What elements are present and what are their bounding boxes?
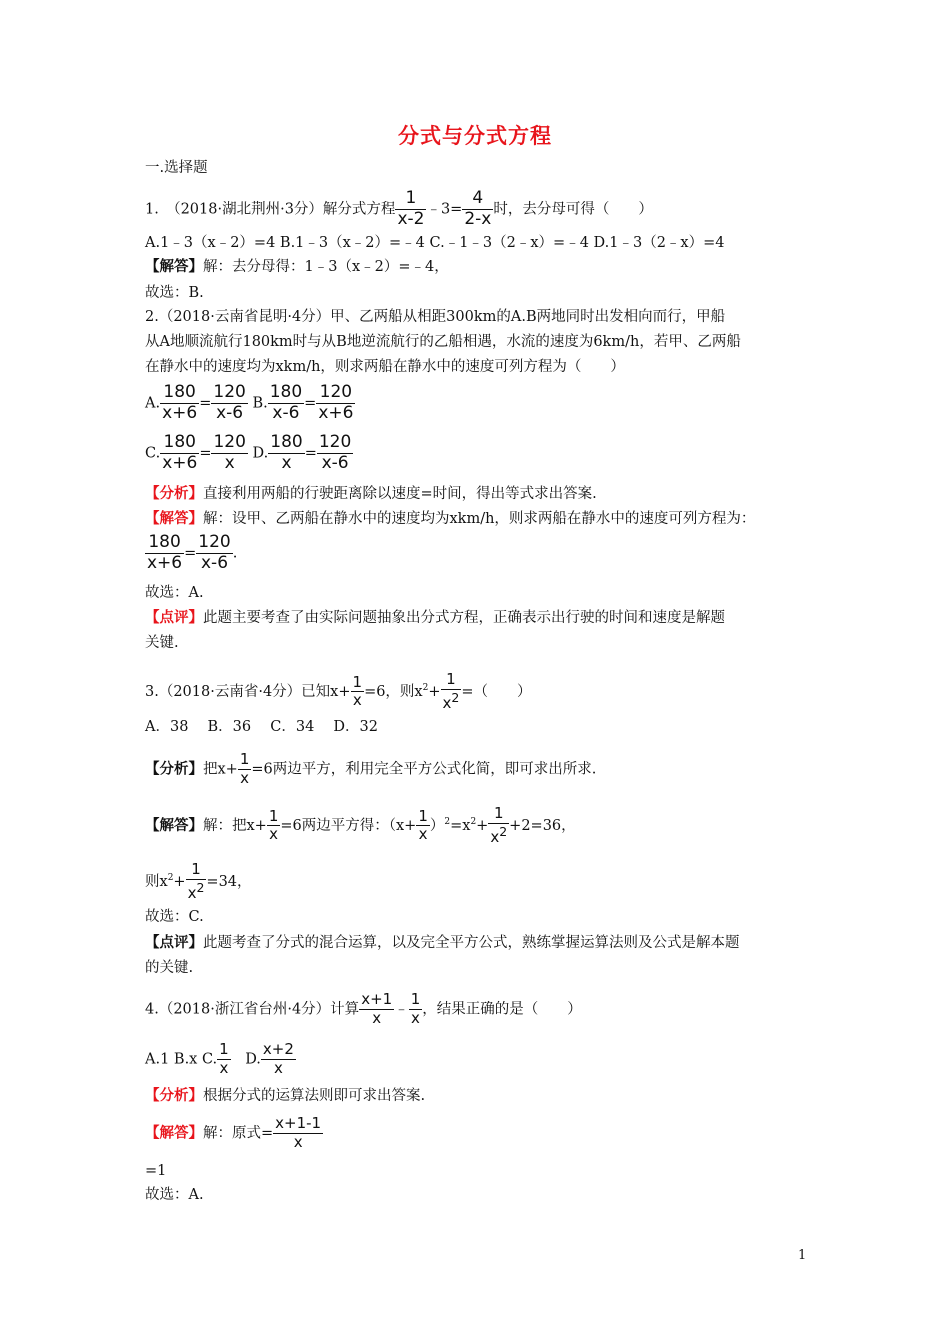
q2-ans-frac-1: $\frac{180}{x+6}$: [147, 532, 183, 573]
answer-tag: 【解答】: [145, 1124, 203, 1142]
q4-suffix: ，结果正确的是（ ）: [422, 1001, 582, 1018]
answer-tag: 【解答】: [145, 510, 203, 527]
q4-result: =1: [145, 1163, 167, 1179]
q4-frac-2: $\frac{1}{x}$: [410, 990, 421, 1027]
q2-b-frac-2: $\frac{120}{x+6}$: [318, 382, 354, 423]
q2-review-line-2: 关键.: [145, 635, 179, 651]
q2-option-c-label: C.: [145, 445, 161, 462]
q3-square: 2: [422, 682, 429, 693]
q3-frac-1: $\frac{1}{x}$: [352, 672, 363, 710]
q3-analysis-frac: $\frac{1}{x}$: [239, 750, 250, 787]
q3-review-line-2: 的关键.: [145, 960, 194, 976]
q2-line-3: 在静水中的速度均为xkm/h，则求两船在静水中的速度可列方程为（ ）: [145, 359, 625, 375]
q4-answer-pre: 解：原式=: [203, 1125, 274, 1142]
q2-line-2: 从A地顺流航行180km时与从B地逆流航行的乙船相遇，水流的速度为6km/h，若甲、乙两船: [145, 334, 741, 350]
q2-option-a-label: A.: [145, 395, 161, 412]
q3-square-3: 2: [470, 816, 477, 827]
q1-suffix: 时，去分母可得（ ）: [493, 201, 653, 218]
section-heading: 一.选择题: [145, 160, 208, 176]
q3-answer-post: +2=36，: [509, 817, 576, 834]
q2-review: [145, 607, 725, 629]
question-3: [145, 672, 532, 712]
q2-analysis-text: 直接利用两船的行驶距离除以速度=时间，得出等式求出答案.: [203, 486, 597, 502]
analysis-tag: 【分析】: [145, 485, 203, 502]
q3-answer-mid3: =x: [450, 817, 471, 834]
q1-options: A.1﹣3（x﹣2）=4 B.1﹣3（x﹣2）=﹣4 C.﹣1﹣3（2﹣x）=﹣4 D.1﹣3（2﹣x）=4: [145, 235, 725, 251]
q3-analysis-post: =6两边平方，利用完全平方公式化简，即可求出所求.: [251, 761, 597, 778]
page-number: 1: [798, 1248, 807, 1263]
q3-mid: =6，则x: [364, 683, 423, 700]
q3-analysis-pre: 把x+: [203, 761, 238, 778]
q2-c-frac-1: $\frac{180}{x+6}$: [162, 432, 198, 473]
q1-choice: 故选：B.: [145, 285, 204, 301]
q3-review: [145, 932, 740, 954]
q1-mid: ﹣3=: [426, 201, 463, 218]
q2-ans-eq: =: [184, 545, 197, 562]
q3-then-frac: $\frac{1}{x^2}$: [187, 860, 205, 902]
q4-options-pre: A.1 B.x C.: [145, 1051, 218, 1068]
q3-answer: [145, 806, 576, 846]
q3-prefix: 3.（2018·云南省·4分）已知x+: [145, 683, 351, 700]
q4-answer-frac: $\frac{x+1-1}{x}$: [275, 1114, 322, 1151]
analysis-tag: 【分析】: [145, 1087, 203, 1104]
q3-suffix: =（ ）: [461, 683, 532, 700]
q3-choice: 故选：C.: [145, 909, 204, 925]
q3-answer-mid2: ）: [429, 817, 445, 834]
q3-then-post: =34，: [206, 873, 252, 890]
q3-answer-frac-2: $\frac{1}{x}$: [418, 806, 428, 844]
q2-b-eq: =: [304, 395, 317, 412]
q3-options: A．38 B．36 C．34 D．32: [145, 719, 378, 735]
q2-c-frac-2: $\frac{120}{x}$: [213, 432, 246, 473]
answer-tag: 【解答】: [145, 816, 203, 834]
q2-options-cd: [145, 434, 353, 473]
q1-fraction-2: $\frac{4}{2-x}$: [464, 188, 492, 229]
q3-analysis: [145, 752, 596, 787]
q4-minus: ﹣: [394, 1001, 409, 1018]
q2-ans-end: .: [232, 545, 238, 562]
q4-frac-1: $\frac{x+1}{x}$: [361, 990, 393, 1027]
question-4: [145, 992, 582, 1027]
q1-prefix: 1. （2018·湖北荆州·3分）解分式方程: [145, 201, 396, 218]
q3-then-pre: 则x: [145, 873, 168, 890]
q4-choice: 故选：A.: [145, 1187, 204, 1203]
review-tag: 【点评】: [145, 609, 203, 626]
q2-analysis: [145, 483, 597, 505]
q3-plus-3: +: [173, 873, 186, 890]
q2-a-frac-2: $\frac{120}{x-6}$: [213, 382, 246, 423]
q4-analysis: [145, 1085, 425, 1107]
q2-line-1: 2.（2018·云南省昆明·4分）甲、乙两船从相距300km的A.B两地同时出发相向而行，甲船: [145, 309, 726, 325]
q2-option-b-label: B.: [252, 395, 268, 412]
q2-d-eq: =: [304, 445, 317, 462]
q2-b-frac-1: $\frac{180}{x-6}$: [269, 382, 303, 423]
q2-ans-frac-2: $\frac{120}{x-6}$: [198, 532, 231, 573]
q1-fraction-1: $\frac{1}{x-2}$: [397, 188, 425, 229]
q2-a-frac-1: $\frac{180}{x+6}$: [162, 382, 198, 423]
q3-review-text: 此题考查了分式的混合运算，以及完全平方公式，熟练掌握运算法则及公式是解本题: [203, 935, 740, 951]
q2-d-frac-2: $\frac{120}{x-6}$: [318, 432, 352, 473]
q2-a-eq: =: [199, 395, 212, 412]
page-title: 分式与分式方程: [398, 124, 552, 148]
q4-analysis-text: 根据分式的运算法则即可求出答案.: [203, 1088, 426, 1104]
analysis-tag: 【分析】: [145, 760, 203, 778]
q4-prefix: 4.（2018·浙江省台州·4分）计算: [145, 1001, 360, 1018]
q2-answer-text: 解：设甲、乙两船在静水中的速度均为xkm/h，则求两船在静水中的速度可列方程为：: [203, 511, 756, 527]
q2-option-d-label: D.: [252, 445, 269, 462]
q3-plus-2: +: [476, 817, 489, 834]
q2-c-eq: =: [199, 445, 212, 462]
q2-options-ab: [145, 384, 355, 423]
q3-answer-mid: =6两边平方得：（x+: [280, 817, 417, 834]
review-tag: 【点评】: [145, 934, 203, 951]
q2-d-frac-1: $\frac{180}{x}$: [270, 432, 303, 473]
q3-plus: +: [428, 683, 441, 700]
q4-option-d-frac: $\frac{x+2}{x}$: [262, 1040, 294, 1077]
q1-answer: [145, 256, 449, 278]
q4-answer: [145, 1116, 323, 1151]
q2-answer-equation: [145, 534, 237, 573]
q3-frac-2: $\frac{1}{x^2}$: [442, 670, 460, 712]
q3-square-4: 2: [167, 872, 174, 883]
q2-choice: 故选：A.: [145, 585, 204, 601]
q3-then: [145, 862, 252, 902]
q2-review-text: 此题主要考查了由实际问题抽象出分式方程，正确表示出行驶的时间和速度是解题: [203, 610, 725, 626]
q4-option-c-frac: $\frac{1}{x}$: [219, 1040, 229, 1077]
q3-answer-pre: 解：把x+: [203, 817, 267, 834]
q4-options: [145, 1042, 296, 1077]
q3-answer-frac-1: $\frac{1}{x}$: [268, 806, 279, 844]
q3-answer-frac-3: $\frac{1}{x^2}$: [490, 804, 508, 846]
q1-answer-text: 解：去分母得：1﹣3（x﹣2）=﹣4，: [203, 259, 449, 275]
q4-option-d-label: D.: [230, 1051, 261, 1068]
question-1: [145, 190, 653, 229]
q2-answer: [145, 508, 755, 530]
answer-tag: 【解答】: [145, 258, 203, 275]
q3-square-2: 2: [444, 816, 451, 827]
